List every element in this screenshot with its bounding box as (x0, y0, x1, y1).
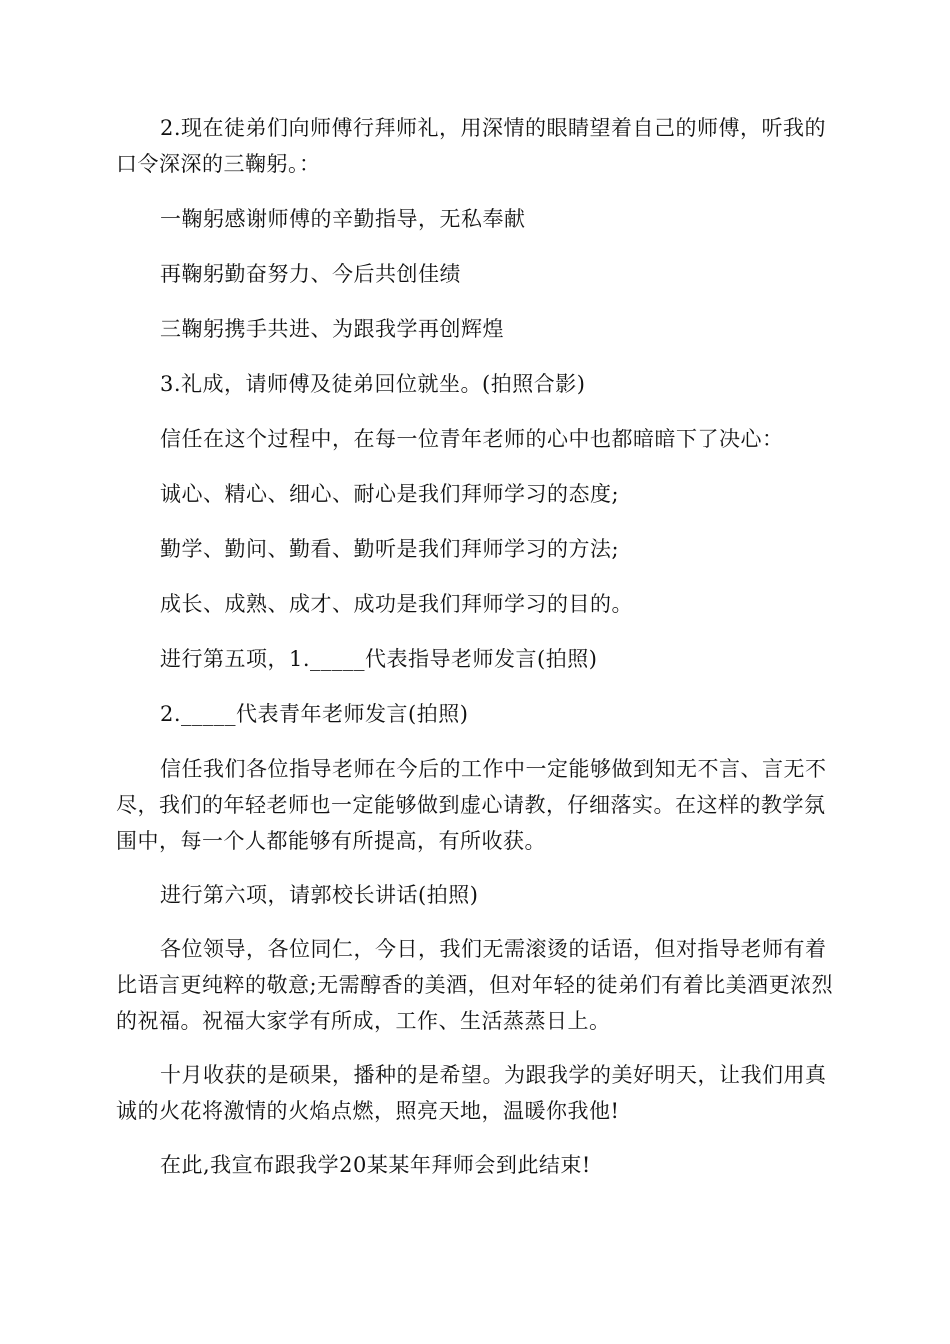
paragraph-bow-instruction: 2.现在徒弟们向师傅行拜师礼，用深情的眼睛望着自己的师傅，听我的口令深深的三鞠躬。： (116, 116, 827, 176)
paragraph-october-harvest: 十月收获的是硕果，播种的是希望。为跟我学的美好明天，让我们用真诚的火花将激情的火焰点燃，照亮天地，温暖你我他! (116, 1063, 827, 1123)
paragraph-resolve-intro: 信任在这个过程中，在每一位青年老师的心中也都暗暗下了决心： (160, 427, 784, 451)
paragraph-method: 勤学、勤问、勤看、勤听是我们拜师学习的方法; (160, 537, 620, 561)
paragraph-item-six-principal-speech: 进行第六项，请郭校长讲话(拍照) (160, 883, 479, 907)
paragraph-attitude: 诚心、精心、细心、耐心是我们拜师学习的态度; (160, 482, 620, 506)
paragraph-closing-announcement: 在此,我宣布跟我学20某某年拜师会到此结束! (160, 1153, 591, 1177)
paragraph-third-bow: 三鞠躬携手共进、为跟我学再创辉煌 (160, 317, 504, 341)
paragraph-ceremony-complete: 3.礼成，请师傅及徒弟回位就坐。(拍照合影) (160, 372, 586, 396)
paragraph-principal-address: 各位领导，各位同仁，今日，我们无需滚烫的话语，但对指导老师有着比语言更纯粹的敬意;无需醇香的美酒，但对年轻的徒弟们有着比美酒更浓烈的祝福。祝福大家学有所成，工作、生活蒸蒸日上。 (116, 937, 834, 1033)
paragraph-goal: 成长、成熟、成才、成功是我们拜师学习的目的。 (160, 592, 633, 616)
paragraph-trust-mentors: 信任我们各位指导老师在今后的工作中一定能够做到知无不言、言无不尽，我们的年轻老师也一定能够做到虚心请教，仔细落实。在这样的教学氛围中，每一个人都能够有所提高，有所收获。 (116, 757, 827, 853)
paragraph-item-five-mentor-speech: 进行第五项，1._____代表指导老师发言(拍照) (160, 647, 598, 671)
paragraph-second-bow: 再鞠躬勤奋努力、今后共创佳绩 (160, 262, 461, 286)
document-body (116, 110, 834, 1183)
paragraph-first-bow: 一鞠躬感谢师傅的辛勤指导，无私奉献 (160, 207, 526, 231)
paragraph-young-teacher-speech: 2._____代表青年老师发言(拍照) (160, 702, 469, 726)
